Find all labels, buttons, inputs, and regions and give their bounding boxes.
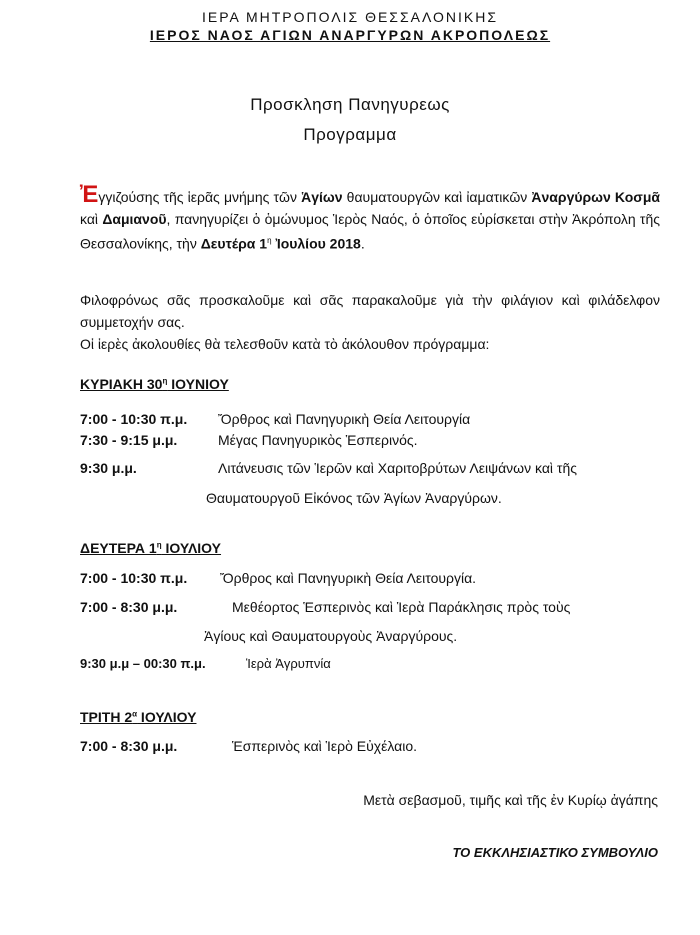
program-title: Προγραμμα: [303, 125, 397, 144]
invitation-title: Προσκληση Πανηγυρεως: [250, 95, 450, 114]
schedule-time: 9:30 μ.μ.: [80, 460, 137, 476]
schedule-time: 7:30 - 9:15 μ.μ.: [80, 432, 178, 448]
signature: ΤΟ ΕΚΚΛΗΣΙΑΣΤΙΚΟ ΣΥΜΒΟΥΛΙΟ: [452, 845, 658, 860]
schedule-description-continued: Ἁγίους καὶ Θαυματουργοὺς Ἀναργύρους.: [204, 628, 458, 644]
closing-salutation: Μετὰ σεβασμοῦ, τιμῆς καὶ τῆς ἐν Κυρίῳ ἀγάπης: [363, 792, 658, 808]
schedule-description: Ὄρθρος καὶ Πανηγυρικὴ Θεία Λειτουργία: [218, 411, 471, 427]
parish-metropolis-heading: ΙΕΡΑ ΜΗΤΡΟΠΟΛΙΣ ΘΕΣΣΑΛΟΝΙΚΗΣ: [202, 9, 498, 25]
schedule-description: Μέγας Πανηγυρικὸς Ἑσπερινός.: [218, 432, 418, 448]
schedule-description: Ἑσπερινὸς καὶ Ἱερὸ Εὐχέλαιο.: [232, 738, 418, 754]
schedule-time: 9:30 μ.μ – 00:30 π.μ.: [80, 656, 206, 671]
schedule-time: 7:00 - 10:30 π.μ.: [80, 411, 188, 427]
schedule-description: Ὄρθρος καὶ Πανηγυρικὴ Θεία Λειτουργία.: [220, 570, 477, 586]
schedule-description-continued: Θαυματουργοῦ Εἰκόνος τῶν Ἁγίων Ἀναργύρων.: [206, 490, 502, 506]
day-heading-tuesday: ΤΡΙΤΗ $2^\alpha$ ΙΟΥΛΙΟΥ: [80, 709, 197, 725]
invitation-paragraph: Φιλοφρόνως σᾶς προσκαλοῦμε καὶ σᾶς παρακαλοῦμε γιὰ τὴν φιλάγιον καὶ φιλάδελφον συμμετοχήν σας.: [80, 292, 660, 330]
day-heading-sunday: ΚΥΡΙΑΚΗ $30^\eta$ ΙΟΥΝΙΟΥ: [80, 376, 229, 392]
schedule-description: Λιτάνευσις τῶν Ἱερῶν καὶ Χαριτοβρύτων Λειψάνων καὶ τῆς: [218, 460, 577, 476]
day-heading-monday: ΔΕΥΤΕΡΑ $1^\eta$ ΙΟΥΛΙΟΥ: [80, 540, 222, 556]
schedule-description: Μεθέορτος Ἑσπερινὸς καὶ Ἱερὰ Παράκλησις πρὸς τοὺς: [232, 599, 571, 615]
schedule-description: Ἱερὰ Ἀγρυπνία: [246, 656, 331, 671]
drop-initial: Ἐ: [80, 181, 99, 208]
program-intro-line: Οἱ ἱερὲς ἀκολουθίες θὰ τελεσθοῦν κατὰ τὸ ἀκόλουθον πρόγραμμα:: [80, 336, 490, 352]
schedule-time: 7:00 - 8:30 μ.μ.: [80, 599, 178, 615]
church-name-heading: ΙΕΡΟΣ ΝΑΟΣ ΑΓΙΩΝ ΑΝΑΡΓΥΡΩΝ ΑΚΡΟΠΟΛΕΩΣ: [149, 27, 551, 43]
schedule-time: 7:00 - 10:30 π.μ.: [80, 570, 188, 586]
intro-paragraph: Ἐγγιζούσης τῆς ἱερᾶς μνήμης τῶν Ἁγίων θαυματουργῶν καὶ ἰαματικῶν Ἀναργύρων Κοσμᾶ καὶ Δαμιανοῦ, πανηγυρίζει ὁ ὁμώνυμος Ἱερὸς Ναός, ὁ ὁποῖος εὑρίσκεται στὴν Ἀκρόπολη τῆς Θεσσαλονίκης, τὴν Δευτέρα $1^\eta$ Ἰουλίου 2018.: [80, 181, 660, 252]
schedule-time: 7:00 - 8:30 μ.μ.: [80, 738, 178, 754]
